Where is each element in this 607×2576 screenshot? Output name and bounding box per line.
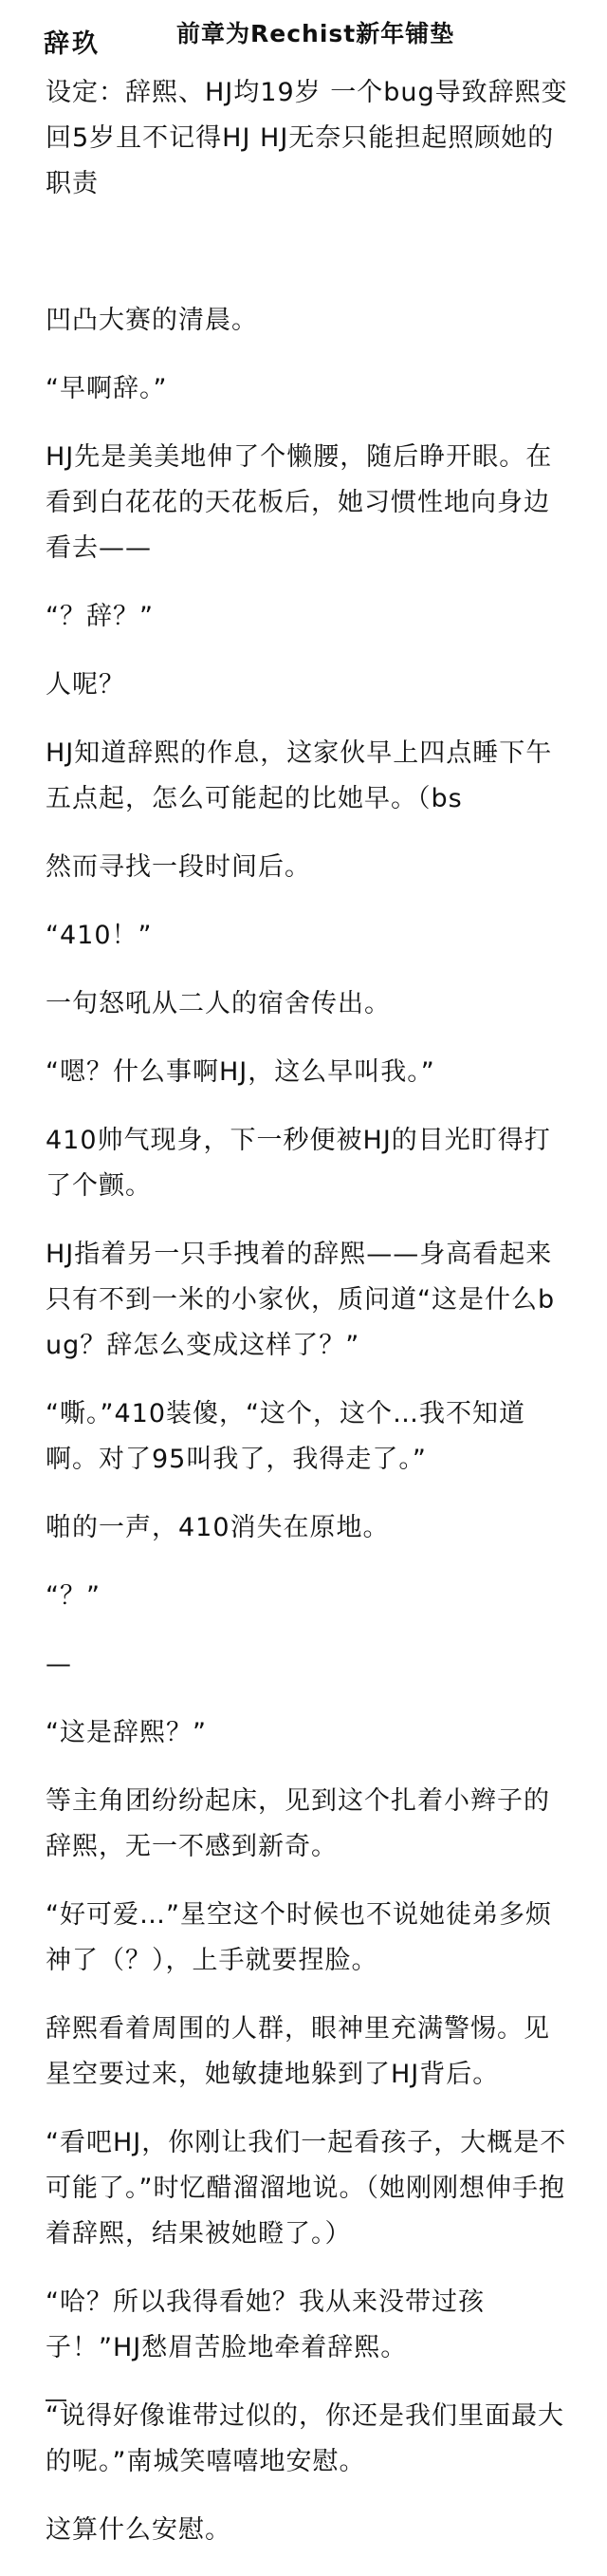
story-paragraph: “嗯？什么事啊HJ，这么早叫我。” [46, 1057, 435, 1087]
story-paragraph: 啪的一声，410消失在原地。 [46, 1513, 390, 1542]
story-paragraph: “看吧HJ，你刚让我们一起看孩子，大概是不可能了。”时忆醋溜溜地说。（她刚刚想伸手抱着辞熙，结果被她瞪了。） [46, 2128, 567, 2249]
story-paragraph: 辞熙看着周围的人群，眼神里充满警惕。见星空要过来，她敏捷地躲到了HJ背后。 [46, 2014, 550, 2089]
bottom-divider [46, 2399, 66, 2401]
story-paragraph: “早啊辞。” [46, 374, 168, 403]
story-paragraph: 一句怒吼从二人的宿舍传出。 [46, 989, 391, 1018]
story-paragraph: “？” [46, 1581, 101, 1611]
page-header [44, 9, 575, 59]
story-paragraph: HJ指着另一只手拽着的辞熙——身高看起来只有不到一米的小家伙，质问道“这是什么bug？辞怎么变成这样了？” [46, 1240, 556, 1360]
story-paragraph: 人呢？ [46, 670, 125, 700]
story-paragraph: 凹凸大赛的清晨。 [46, 306, 258, 335]
story-paragraph: 这算什么安慰。 [46, 2515, 231, 2545]
story-paragraph: HJ知道辞熙的作息，这家伙早上四点睡下午五点起，怎么可能起的比她早。（bs [46, 738, 553, 813]
story-paragraph: 410帅气现身，下一秒便被HJ的目光盯得打了个颤。 [46, 1126, 551, 1201]
story-paragraph: 等主角团纷纷起床，见到这个扎着小辫子的辞熙，无一不感到新奇。 [46, 1786, 550, 1861]
story-paragraph: “410！” [46, 921, 153, 950]
story-paragraph: “？辞？” [46, 602, 154, 631]
story-paragraph: “嘶。”410装傻，“这个，这个…我不知道啊。对了95叫我了，我得走了。” [46, 1399, 525, 1474]
scene-divider: — [46, 1650, 72, 1679]
story-paragraph: HJ先是美美地伸了个懒腰，随后睁开眼。在看到白花花的天花板后，她习惯性地向身边看去—— [46, 442, 553, 563]
author-name: 辞玖 [44, 29, 101, 59]
story-paragraph: “说得好像谁带过似的，你还是我们里面最大的呢。”南城笑嘻嘻地安慰。 [46, 2401, 564, 2476]
story-paragraph: 然而寻找一段时间后。 [46, 852, 311, 882]
chapter-note: 前章为Rechist新年铺垫 [176, 20, 455, 47]
story-paragraph: “这是辞熙？” [46, 1718, 207, 1747]
story-paragraph: “好可爱…”星空这个时候也不说她徒弟多烦神了（？），上手就要捏脸。 [46, 1900, 552, 1975]
story-paragraph: “哈？所以我得看她？我从来没带过孩子！”HJ愁眉苦脸地牵着辞熙。 [46, 2287, 485, 2362]
story-body [46, 70, 569, 2576]
setting-paragraph: 设定：辞熙、HJ均19岁 一个bug导致辞熙变回5岁且不记得HJ HJ无奈只能担起照顾她的职责 [46, 78, 568, 198]
